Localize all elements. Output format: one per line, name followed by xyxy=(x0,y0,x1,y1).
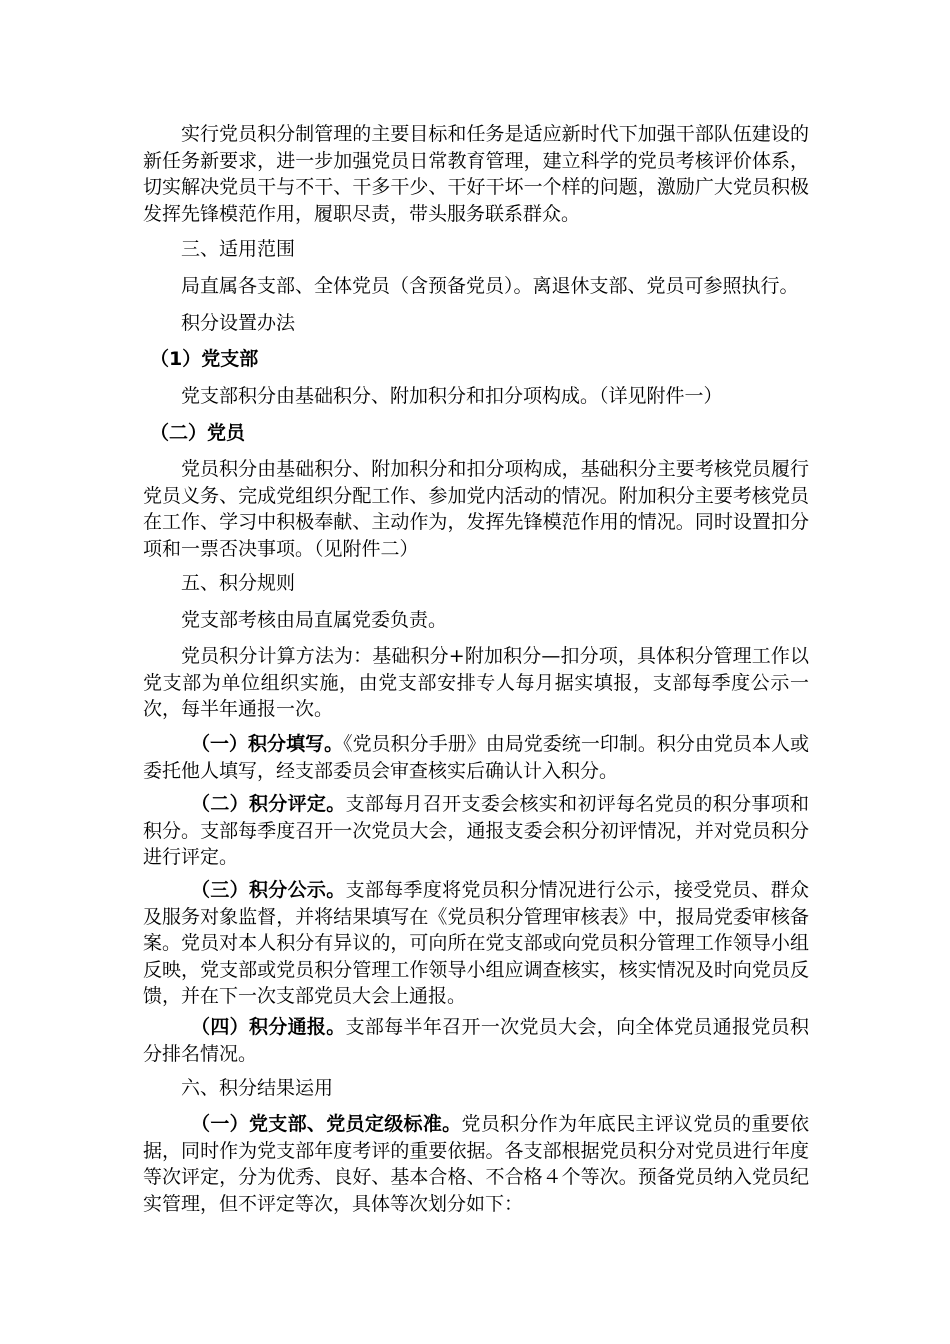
evaluate-text: 支部每月召开支委会核实和初评每名党员的积分事项和积分。支部每季度召开一次党员大会，通报支委会积分初评情况，并对党员积分进行评定。 xyxy=(143,793,809,868)
paragraph-fill xyxy=(143,731,809,784)
paragraph-goals: 实行党员积分制管理的主要目标和任务是适应新时代下加强干部队伍建设的新任务新要求，进一步加强党员日常教育管理，建立科学的党员考核评价体系，切实解决党员干与不干、干多干少、干好干坏一个样的问题，激励广大党员积极发挥先锋模范作用，履职尽责，带头服务联系群众。 xyxy=(143,123,809,225)
publicize-text: 支部每季度将党员积分情况进行公示，接受党员、群众及服务对象监督，并将结果填写在《党员积分管理审核表》中，报局党委审核备案。党员对本人积分有异议的，可向所在党支部或向党员积分管理工作领导小组反映，党支部或党员积分管理工作领导小组应调查核实，核实情况及时向党员反馈，并在下一次支部党员大会上通报。 xyxy=(143,879,809,1007)
grading-text: 党员积分作为年底民主评议党员的重要依据，同时作为党支部年度考评的重要依据。各支部根据党员积分对党员进行年度等次评定，分为优秀、良好、基本合格、不合格４个等次。预备党员纳入党员纪实管理，但不评定等次，具体等次划分如下： xyxy=(143,1113,809,1215)
paragraph-report xyxy=(143,1014,809,1067)
paragraph-rules-1: 党支部考核由局直属党委负责。 xyxy=(181,609,448,631)
paragraph-grading xyxy=(143,1111,809,1217)
heading-results: 六、积分结果运用 xyxy=(181,1077,334,1099)
publicize-lead: （三）积分公示。 xyxy=(191,879,346,901)
paragraph-evaluate xyxy=(143,791,809,871)
heading-scope: 三、适用范围 xyxy=(181,238,296,260)
heading-method: 积分设置办法 xyxy=(181,312,296,334)
subheading-member: （二）党员 xyxy=(150,422,246,444)
report-lead: （四）积分通报。 xyxy=(191,1016,346,1038)
paragraph-scope: 局直属各支部、全体党员（含预备党员）。离退休支部、党员可参照执行。 xyxy=(181,275,799,297)
evaluate-lead: （二）积分评定。 xyxy=(191,793,346,815)
heading-rules: 五、积分规则 xyxy=(181,572,296,594)
paragraph-branch: 党支部积分由基础积分、附加积分和扣分项构成。（详见附件一） xyxy=(181,385,723,407)
paragraph-member: 党员积分由基础积分、附加积分和扣分项构成，基础积分主要考核党员履行党员义务、完成党组织分配工作、参加党内活动的情况。附加积分主要考核党员在工作、学习中积极奉献、主动作为，发挥先锋模范作用的情况。同时设置扣分项和一票否决事项。（见附件二） xyxy=(143,458,809,560)
grading-lead: （一）党支部、党员定级标准。 xyxy=(191,1113,462,1135)
fill-text: 《党员积分手册》由局党委统一印制。积分由党员本人或委托他人填写，经支部委员会审查核实后确认计入积分。 xyxy=(143,733,809,782)
subheading-branch: （1）党支部 xyxy=(150,348,259,370)
paragraph-rules-2: 党员积分计算方法为：基础积分+附加积分—扣分项，具体积分管理工作以党支部为单位组织实施，由党支部安排专人每月据实填报，支部每季度公示一次，每半年通报一次。 xyxy=(143,645,809,720)
fill-lead: （一）积分填写。 xyxy=(191,733,344,755)
paragraph-publicize xyxy=(143,877,809,1010)
report-text: 支部每半年召开一次党员大会，向全体党员通报党员积分排名情况。 xyxy=(143,1016,809,1065)
